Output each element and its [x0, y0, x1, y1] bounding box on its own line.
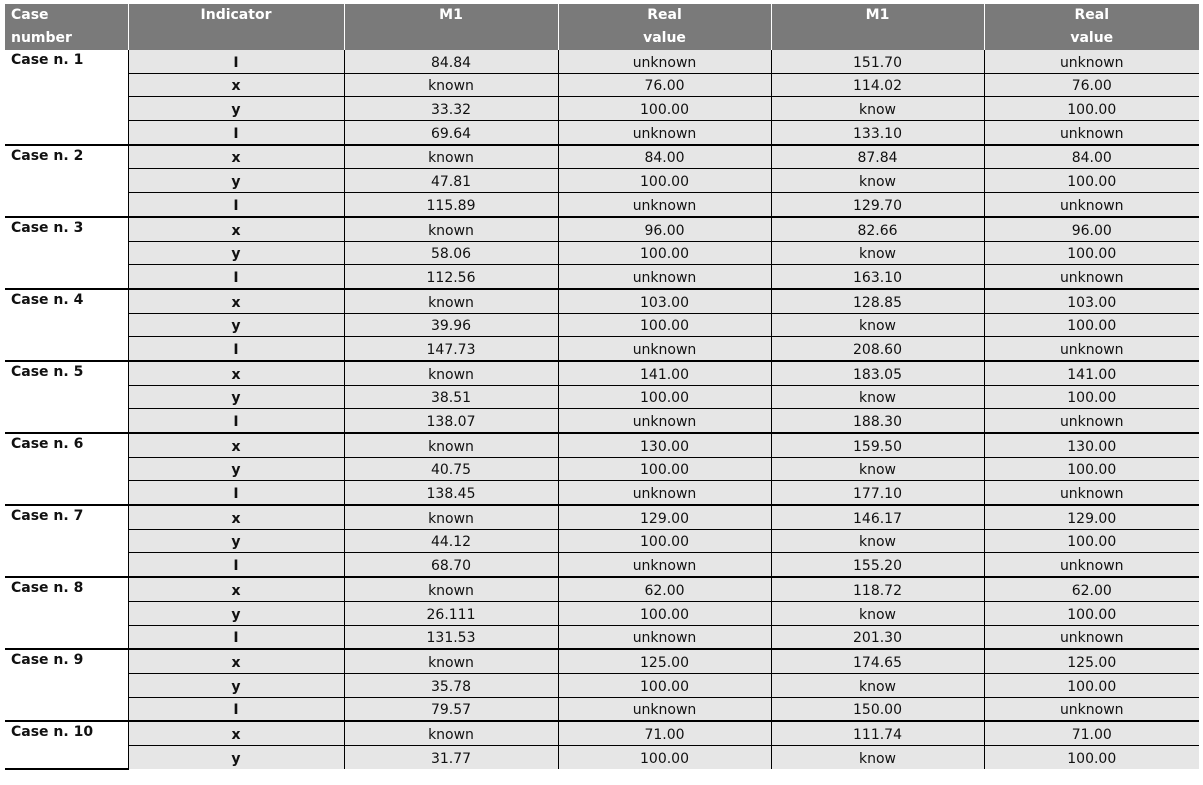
real-value-a-cell: 100.00 — [558, 745, 771, 768]
real-value-b-cell: 96.00 — [984, 217, 1199, 241]
indicator-cell: y — [128, 241, 344, 265]
table-row — [5, 50, 1199, 73]
m1-a-cell: 84.84 — [344, 50, 558, 73]
m1-a-cell: 33.32 — [344, 97, 558, 121]
m1-a-cell: 44.12 — [344, 529, 558, 553]
real-value-b-cell: 62.00 — [984, 577, 1199, 601]
case-label: Case n. 9 — [5, 649, 128, 721]
indicator-cell: x — [128, 505, 344, 529]
m1-b-cell: 151.70 — [771, 50, 984, 73]
real-value-a-cell: unknown — [558, 697, 771, 721]
table-row — [5, 217, 1199, 241]
indicator-cell: y — [128, 745, 344, 768]
real-value-b-cell: 130.00 — [984, 433, 1199, 457]
real-value-b-cell: 100.00 — [984, 601, 1199, 625]
real-value-a-cell: 100.00 — [558, 169, 771, 193]
m1-a-cell: known — [344, 649, 558, 673]
table-row — [5, 529, 1199, 553]
case-label: Case n. 4 — [5, 289, 128, 361]
m1-b-cell: 183.05 — [771, 361, 984, 385]
indicator-cell: x — [128, 361, 344, 385]
real-value-b-cell: unknown — [984, 625, 1199, 649]
indicator-cell: y — [128, 313, 344, 337]
indicator-cell: x — [128, 649, 344, 673]
indicator-cell: y — [128, 97, 344, 121]
indicator-cell: x — [128, 577, 344, 601]
indicator-cell: I — [128, 481, 344, 505]
table-row — [5, 289, 1199, 313]
indicator-cell: y — [128, 385, 344, 409]
real-value-b-cell: unknown — [984, 337, 1199, 361]
real-value-a-cell: 100.00 — [558, 241, 771, 265]
m1-a-cell: 69.64 — [344, 121, 558, 145]
table-row — [5, 409, 1199, 433]
m1-a-cell: known — [344, 289, 558, 313]
indicator-cell: I — [128, 553, 344, 577]
indicator-cell: y — [128, 169, 344, 193]
table-row — [5, 169, 1199, 193]
real-value-a-cell: 125.00 — [558, 649, 771, 673]
m1-b-cell: know — [771, 169, 984, 193]
header-line: M1 — [865, 7, 890, 23]
indicator-cell: I — [128, 625, 344, 649]
indicator-cell: x — [128, 217, 344, 241]
m1-a-cell: known — [344, 145, 558, 169]
results-table — [5, 4, 1199, 770]
m1-b-cell: 146.17 — [771, 505, 984, 529]
header-line: M1 — [439, 7, 463, 23]
indicator-cell: I — [128, 121, 344, 145]
real-value-a-cell: 100.00 — [558, 97, 771, 121]
real-value-a-cell: unknown — [558, 625, 771, 649]
m1-a-cell: 39.96 — [344, 313, 558, 337]
real-value-a-cell: unknown — [558, 50, 771, 73]
m1-b-cell: know — [771, 745, 984, 768]
m1-a-cell: 138.07 — [344, 409, 558, 433]
m1-a-cell: 40.75 — [344, 457, 558, 481]
indicator-cell: y — [128, 673, 344, 697]
table-row — [5, 577, 1199, 601]
real-value-a-cell: unknown — [558, 481, 771, 505]
m1-b-cell: 133.10 — [771, 121, 984, 145]
m1-b-cell: know — [771, 385, 984, 409]
table-row — [5, 553, 1199, 577]
m1-a-cell: known — [344, 433, 558, 457]
real-value-a-cell: 100.00 — [558, 457, 771, 481]
real-value-a-cell: unknown — [558, 265, 771, 289]
table-row — [5, 265, 1199, 289]
real-value-b-cell: 100.00 — [984, 529, 1199, 553]
m1-b-cell: 155.20 — [771, 553, 984, 577]
m1-a-cell: 138.45 — [344, 481, 558, 505]
m1-a-cell: 147.73 — [344, 337, 558, 361]
m1-b-cell: know — [771, 241, 984, 265]
indicator-cell: I — [128, 697, 344, 721]
m1-b-cell: 201.30 — [771, 625, 984, 649]
m1-a-cell: 115.89 — [344, 193, 558, 217]
real-value-a-cell: 100.00 — [558, 601, 771, 625]
table-row — [5, 457, 1199, 481]
header-line: number — [11, 30, 72, 46]
header-line: Real — [1074, 7, 1110, 23]
real-value-a-cell: 100.00 — [558, 313, 771, 337]
real-value-b-cell: unknown — [984, 193, 1199, 217]
indicator-cell: x — [128, 289, 344, 313]
real-value-b-cell: 100.00 — [984, 241, 1199, 265]
table-row — [5, 145, 1199, 169]
m1-b-cell: 118.72 — [771, 577, 984, 601]
real-value-a-cell: 62.00 — [558, 577, 771, 601]
header-real-value-a — [558, 4, 771, 50]
real-value-a-cell: 100.00 — [558, 673, 771, 697]
table-body — [5, 50, 1199, 769]
real-value-a-cell: unknown — [558, 553, 771, 577]
m1-b-cell: 82.66 — [771, 217, 984, 241]
m1-a-cell: 31.77 — [344, 745, 558, 768]
indicator-cell: y — [128, 601, 344, 625]
case-label: Case n. 3 — [5, 217, 128, 289]
m1-b-cell: 128.85 — [771, 289, 984, 313]
m1-a-cell: known — [344, 505, 558, 529]
real-value-b-cell: 100.00 — [984, 457, 1199, 481]
indicator-cell: I — [128, 337, 344, 361]
m1-a-cell: known — [344, 721, 558, 745]
indicator-cell: y — [128, 457, 344, 481]
indicator-cell: x — [128, 145, 344, 169]
header-m1-a — [344, 4, 558, 50]
m1-b-cell: know — [771, 601, 984, 625]
real-value-a-cell: 76.00 — [558, 73, 771, 97]
real-value-b-cell: 141.00 — [984, 361, 1199, 385]
m1-a-cell: known — [344, 217, 558, 241]
real-value-b-cell: 100.00 — [984, 673, 1199, 697]
header-real-value-b — [984, 4, 1199, 50]
real-value-b-cell: unknown — [984, 553, 1199, 577]
table-row — [5, 481, 1199, 505]
header-case-number — [5, 4, 128, 50]
real-value-b-cell: 100.00 — [984, 169, 1199, 193]
m1-b-cell: know — [771, 457, 984, 481]
real-value-b-cell: 125.00 — [984, 649, 1199, 673]
real-value-a-cell: 130.00 — [558, 433, 771, 457]
real-value-b-cell: 100.00 — [984, 745, 1199, 768]
m1-b-cell: know — [771, 313, 984, 337]
table-row — [5, 673, 1199, 697]
m1-a-cell: 68.70 — [344, 553, 558, 577]
m1-a-cell: 47.81 — [344, 169, 558, 193]
real-value-b-cell: 100.00 — [984, 385, 1199, 409]
m1-b-cell: 129.70 — [771, 193, 984, 217]
real-value-a-cell: unknown — [558, 409, 771, 433]
case-label: Case n. 10 — [5, 721, 128, 768]
real-value-a-cell: 100.00 — [558, 385, 771, 409]
table-row — [5, 313, 1199, 337]
header-line: Real — [647, 7, 682, 23]
table-row — [5, 193, 1199, 217]
table-row — [5, 649, 1199, 673]
table-row — [5, 625, 1199, 649]
header-line: value — [1070, 30, 1114, 46]
header-m1-b — [771, 4, 984, 50]
table-row — [5, 385, 1199, 409]
m1-a-cell: known — [344, 577, 558, 601]
real-value-b-cell: 103.00 — [984, 289, 1199, 313]
table-row — [5, 721, 1199, 745]
m1-a-cell: 38.51 — [344, 385, 558, 409]
m1-b-cell: 188.30 — [771, 409, 984, 433]
case-label: Case n. 8 — [5, 577, 128, 649]
real-value-a-cell: 141.00 — [558, 361, 771, 385]
m1-b-cell: 208.60 — [771, 337, 984, 361]
real-value-b-cell: unknown — [984, 121, 1199, 145]
real-value-b-cell: 100.00 — [984, 313, 1199, 337]
m1-b-cell: know — [771, 673, 984, 697]
real-value-b-cell: unknown — [984, 481, 1199, 505]
m1-b-cell: 177.10 — [771, 481, 984, 505]
header-line: Indicator — [200, 7, 272, 23]
indicator-cell: x — [128, 73, 344, 97]
m1-b-cell: 87.84 — [771, 145, 984, 169]
table-header — [5, 4, 1199, 50]
table-row — [5, 745, 1199, 768]
real-value-b-cell: 71.00 — [984, 721, 1199, 745]
real-value-a-cell: 71.00 — [558, 721, 771, 745]
real-value-a-cell: unknown — [558, 121, 771, 145]
real-value-b-cell: unknown — [984, 697, 1199, 721]
real-value-b-cell: 76.00 — [984, 73, 1199, 97]
real-value-a-cell: 103.00 — [558, 289, 771, 313]
m1-a-cell: 79.57 — [344, 697, 558, 721]
table-row — [5, 97, 1199, 121]
m1-b-cell: 150.00 — [771, 697, 984, 721]
case-label: Case n. 7 — [5, 505, 128, 577]
m1-a-cell: 58.06 — [344, 241, 558, 265]
case-label: Case n. 1 — [5, 50, 128, 145]
m1-b-cell: 163.10 — [771, 265, 984, 289]
table-row — [5, 361, 1199, 385]
indicator-cell: y — [128, 529, 344, 553]
real-value-b-cell: unknown — [984, 409, 1199, 433]
header-row — [5, 4, 1199, 50]
m1-b-cell: 174.65 — [771, 649, 984, 673]
table-row — [5, 505, 1199, 529]
m1-a-cell: known — [344, 73, 558, 97]
indicator-cell: x — [128, 433, 344, 457]
table-row — [5, 337, 1199, 361]
m1-a-cell: 112.56 — [344, 265, 558, 289]
table-row — [5, 241, 1199, 265]
real-value-b-cell: unknown — [984, 50, 1199, 73]
m1-b-cell: 114.02 — [771, 73, 984, 97]
m1-b-cell: know — [771, 97, 984, 121]
m1-a-cell: 35.78 — [344, 673, 558, 697]
m1-b-cell: 159.50 — [771, 433, 984, 457]
m1-a-cell: 131.53 — [344, 625, 558, 649]
m1-a-cell: 26.111 — [344, 601, 558, 625]
case-label: Case n. 2 — [5, 145, 128, 217]
indicator-cell: I — [128, 409, 344, 433]
real-value-b-cell: unknown — [984, 265, 1199, 289]
header-line: value — [643, 30, 686, 46]
m1-b-cell: 111.74 — [771, 721, 984, 745]
table-row — [5, 121, 1199, 145]
table-row — [5, 433, 1199, 457]
table-row — [5, 73, 1199, 97]
m1-a-cell: known — [344, 361, 558, 385]
real-value-a-cell: 96.00 — [558, 217, 771, 241]
indicator-cell: x — [128, 721, 344, 745]
real-value-a-cell: 100.00 — [558, 529, 771, 553]
real-value-a-cell: unknown — [558, 337, 771, 361]
table-row — [5, 601, 1199, 625]
real-value-b-cell: 84.00 — [984, 145, 1199, 169]
header-line: Case — [11, 7, 49, 23]
real-value-a-cell: unknown — [558, 193, 771, 217]
real-value-b-cell: 100.00 — [984, 97, 1199, 121]
table-row — [5, 697, 1199, 721]
real-value-a-cell: 129.00 — [558, 505, 771, 529]
indicator-cell: I — [128, 265, 344, 289]
m1-b-cell: know — [771, 529, 984, 553]
indicator-cell: I — [128, 193, 344, 217]
real-value-b-cell: 129.00 — [984, 505, 1199, 529]
real-value-a-cell: 84.00 — [558, 145, 771, 169]
indicator-cell: I — [128, 50, 344, 73]
case-label: Case n. 6 — [5, 433, 128, 505]
header-indicator — [128, 4, 344, 50]
case-label: Case n. 5 — [5, 361, 128, 433]
